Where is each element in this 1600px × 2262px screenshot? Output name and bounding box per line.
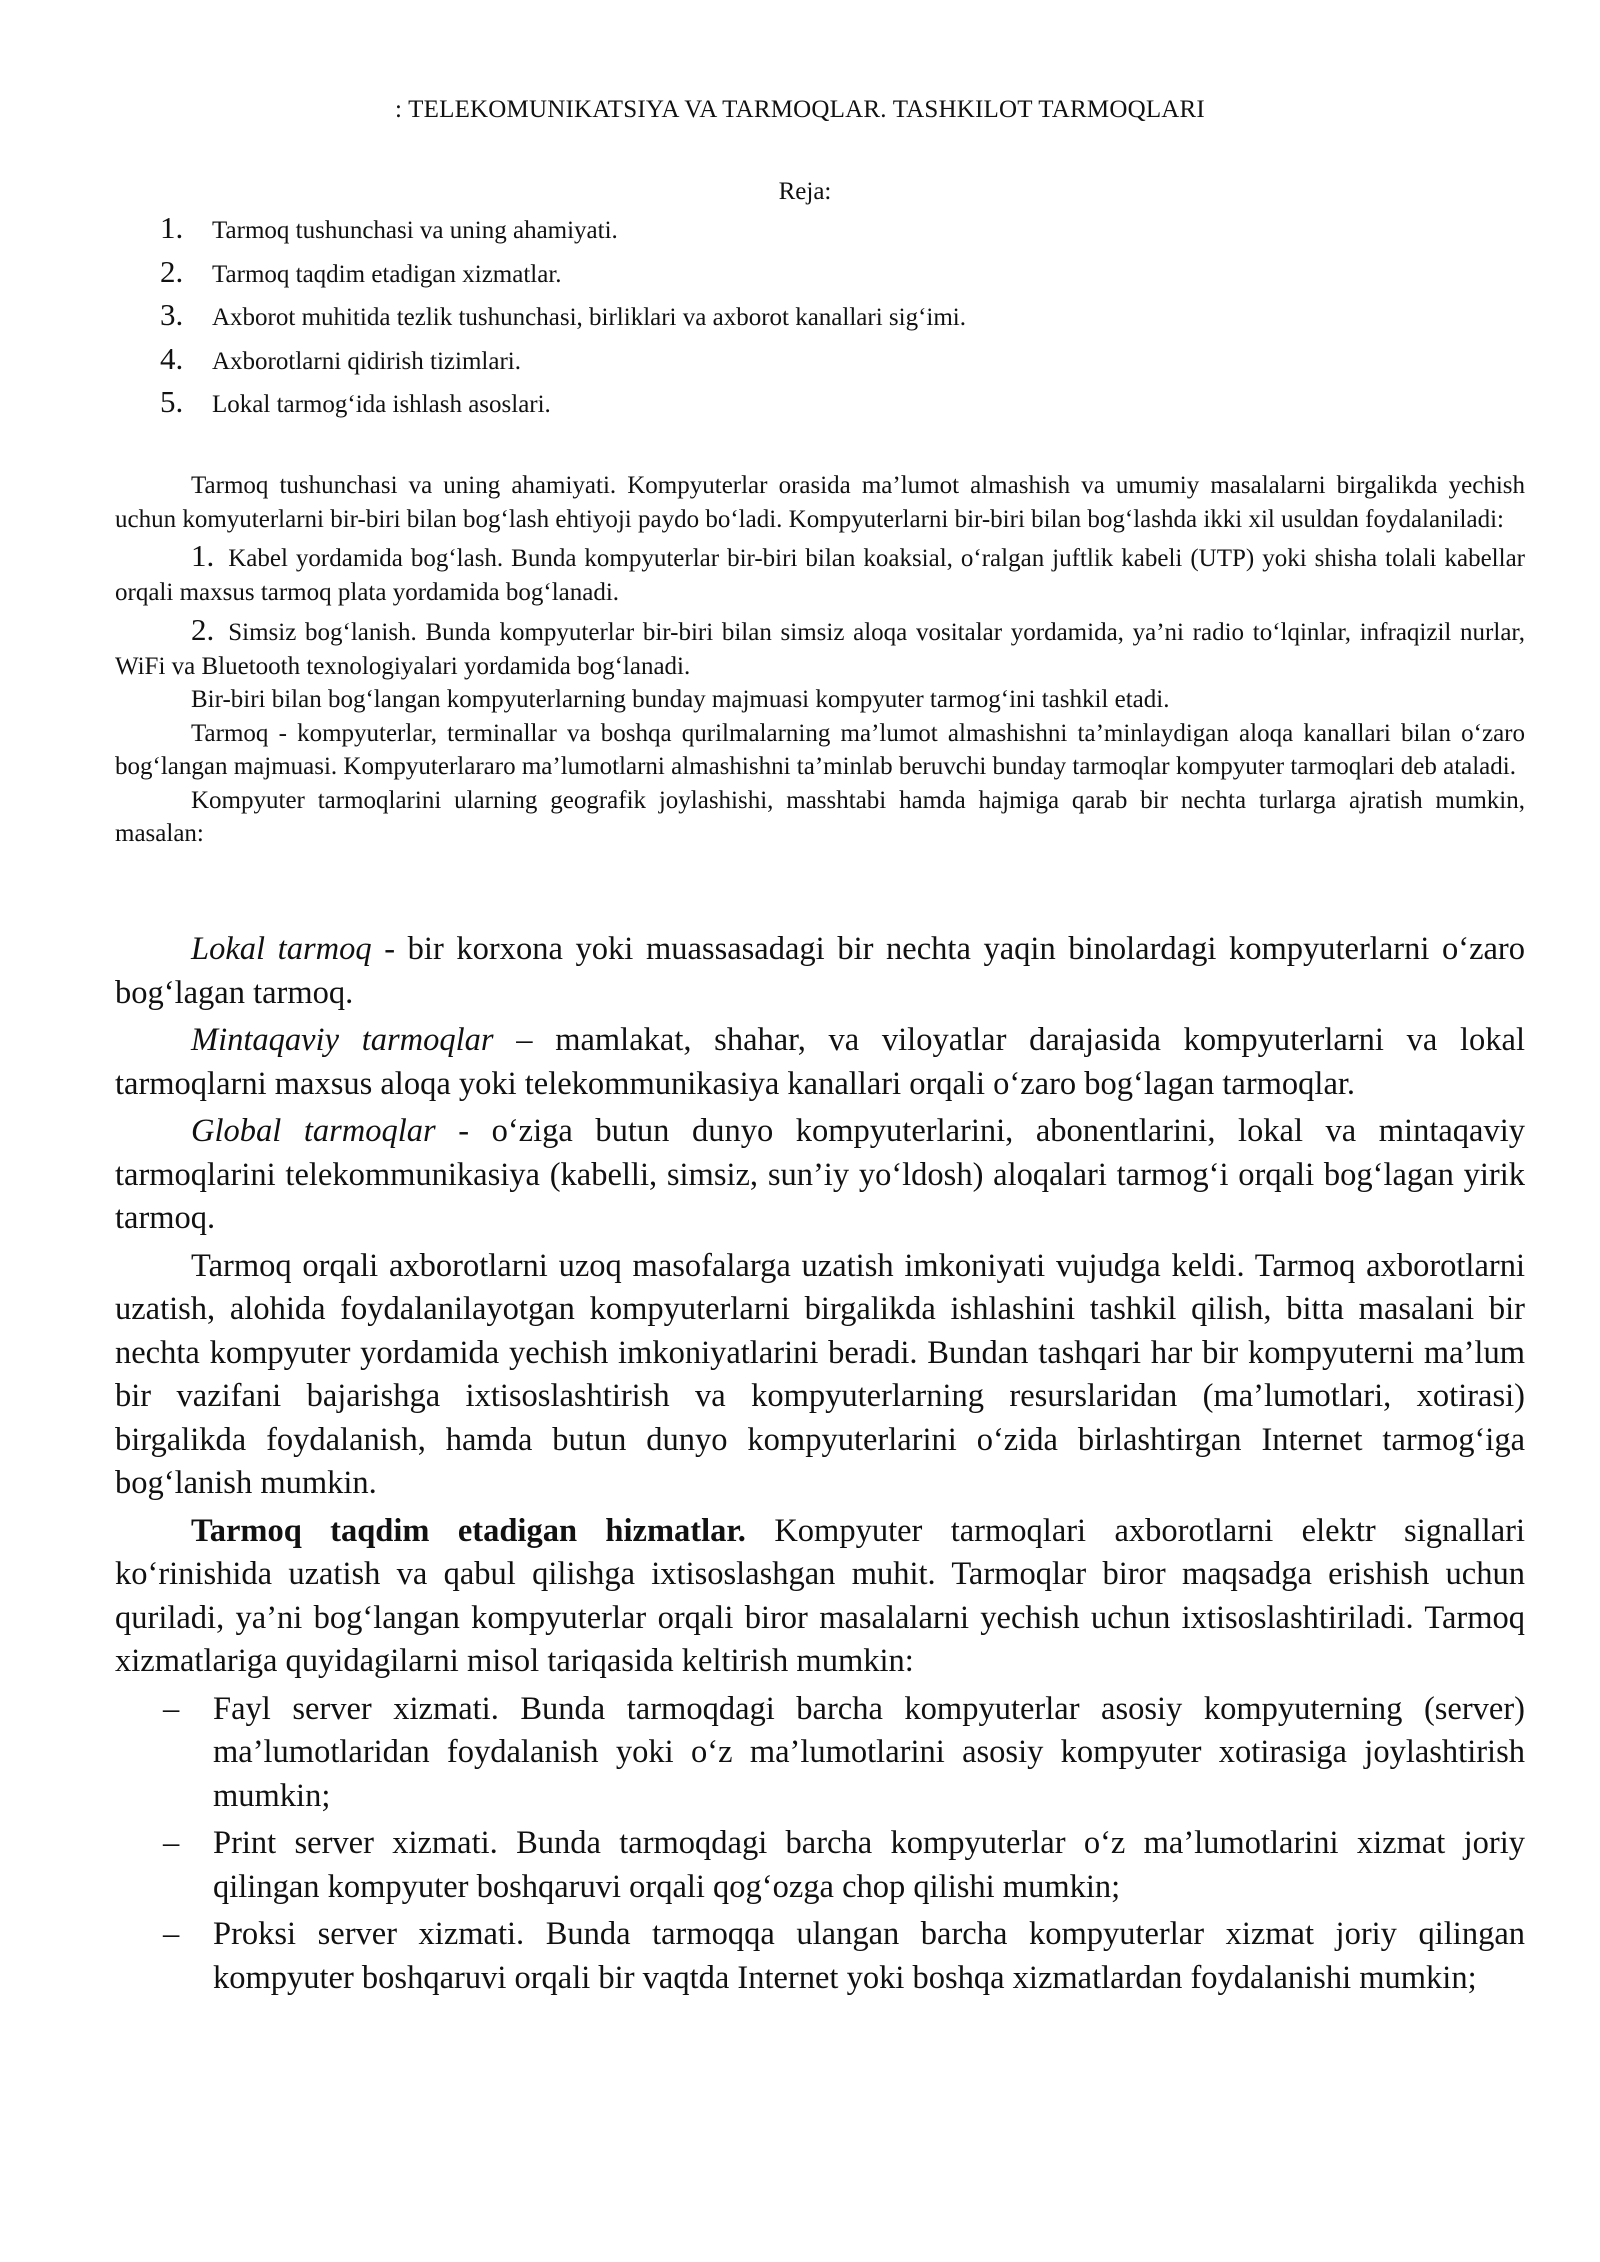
services-intro: Kompyuter tarmoqlari axborotlarni elektr signallari ko‘rinishida uzatish va qabul qilishga ixtisoslashgan muhit. Tarmoqlar biror maqsadga erishish uchun quriladi, ya’ni bog‘langan kompyuterlar orqali biror masalalarni yechish uchun ixtisoslashtiriladi. Tarmoq xizmatlariga quyidagilarni misol tariqasida keltirish mumkin: [115, 1512, 1525, 1679]
plan-item [160, 210, 1460, 254]
term-global: Global tarmoqlar [191, 1113, 436, 1149]
plan-heading: Reja: [778, 178, 832, 205]
plan-item-number: 4. [160, 340, 184, 376]
body-paragraph: Tarmoq orqali axborotlarni uzoq masofalarga uzatish imkoniyati vujudga keldi. Tarmoq axborotlarni uzatish, alohida foydalanilayotgan kompyuterlarni birgalikda ishlashini tashkil qilish, bitta masalani bir nechta kompyuter yordamida yechish imkoniyatlarini beradi. Bundan tashqari har bir kompyuterni ma’lum bir vazifani bajarishga ixtisoslashtirish va kompyuterlarning resurslaridan (ma’lumotlari, xotirasi) birgalikda foydalanish, hamda butun dunyo kompyuterlarini o‘zida birlashtirgan Internet tarmog‘iga bog‘lanish mumkin. [115, 1247, 1525, 1501]
plan-item-text: Tarmoq taqdim etadigan xizmatlar. [212, 260, 562, 288]
method-item [115, 539, 1525, 609]
dash-bullet: – [163, 1825, 180, 1861]
method-number: 1. [191, 538, 215, 573]
plan-list [160, 210, 1460, 428]
term-lokal: Lokal tarmoq [191, 931, 372, 967]
plan-item [160, 297, 1460, 341]
body-paragraph: Kompyuter tarmoqlarini ularning geografik joylashishi, masshtabi hamda hajmiga qarab bir nechta turlarga ajratish mumkin, masalan: [115, 786, 1525, 847]
service-item [115, 1913, 1525, 2000]
term-mintaqaviy: Mintaqaviy tarmoqlar [191, 1022, 494, 1058]
network-type-paragraph [115, 1110, 1525, 1241]
network-type-paragraph [115, 928, 1525, 1015]
plan-item-text: Tarmoq tushunchasi va uning ahamiyati. [212, 217, 618, 244]
method-text: Simsiz bog‘lanish. Bunda kompyuterlar bir-biri bilan simsiz aloqa vositalar yordamida, ya’ni radio to‘lqinlar, infraqizil nurlar, WiFi va Bluetooth texnologiyalari yordamida bog‘lanadi. [115, 619, 1525, 680]
plan-item [160, 341, 1460, 385]
body-paragraph: Bir-biri bilan bog‘langan kompyuterlarning bunday majmuasi kompyuter tarmog‘ini tashkil etadi. [191, 686, 1170, 713]
services-heading: Tarmoq taqdim etadigan hizmatlar. [191, 1512, 746, 1549]
dash-bullet: – [163, 1916, 180, 1952]
service-item [115, 1688, 1525, 1819]
intro-paragraph: Tarmoq tushunchasi va uning ahamiyati. Kompyuterlar orasida ma’lumot almashish va umumiy masalalarni birgalikda yechish uchun komyuterlarni bir-biri bilan bog‘lash ehtiyoji paydo bo‘ladi. Kompyuterlarni bir-biri bilan bog‘lashda ikki xil usuldan foydalaniladi: [115, 472, 1525, 533]
plan-item [160, 254, 1460, 298]
definition-text: - o‘ziga butun dunyo kompyuterlarini, abonentlarini, lokal va mintaqaviy tarmoqlarini telekommunikasiya (kabelli, simsiz, sun’iy yo‘ldosh) aloqalari tarmog‘i orqali bog‘lagan yirik tarmoq. [115, 1113, 1525, 1236]
body-paragraph: Tarmoq - kompyuterlar, terminallar va boshqa qurilmalarning ma’lumot almashishni ta’minlaydigan aloqa kanallari bilan o‘zaro bog‘langan majmuasi. Kompyuterlararo ma’lumotlarni almashishni ta’minlab beruvchi bunday tarmoqlar kompyuter tarmoqlari deb ataladi. [115, 719, 1525, 780]
definition-text: – mamlakat, shahar, va viloyatlar darajasida kompyuterlarni va lokal tarmoqlarni maxsus aloqa yoki telekommunikasiya kanallari orqali o‘zaro bog‘lagan tarmoqlar. [115, 1022, 1525, 1102]
service-text: Proksi server xizmati. Bunda tarmoqqa ulangan barcha kompyuterlar xizmat joriy qilingan kompyuter boshqaruvi orqali bir vaqtda Internet yoki boshqa xizmatlardan foydalanishi mumkin; [213, 1916, 1525, 1996]
plan-item-number: 3. [160, 297, 184, 332]
document-title: : TELEKOMUNIKATSIYA VA TARMOQLAR. TASHKILOT TARMOQLARI [395, 96, 1205, 123]
plan-item-number: 1. [160, 210, 184, 245]
service-text: Fayl server xizmati. Bunda tarmoqdagi barcha kompyuterlar asosiy kompyuterning (server) ma’lumotlaridan foydalanish yoki o‘z ma’lumotlarini asosiy kompyuter xotirasiga joylashtirish mumkin; [213, 1690, 1525, 1814]
services-paragraph [115, 1510, 1525, 1684]
plan-item-number: 2. [160, 253, 184, 289]
method-item [115, 613, 1525, 683]
services-list [115, 1688, 1525, 2001]
service-text: Print server xizmati. Bunda tarmoqdagi barcha kompyuterlar o‘z ma’lumotlarini xizmat joriy qilingan kompyuter boshqaruvi orqali qog‘ozga chop qilishi mumkin; [213, 1825, 1525, 1905]
method-text: Kabel yordamida bog‘lash. Bunda kompyuterlar bir-biri bilan koaksial, o‘ralgan juftlik kabeli (UTP) yoki shisha tolali kabellar orqali maxsus tarmoq plata yordamida bog‘lanadi. [115, 545, 1525, 606]
service-item [115, 1822, 1525, 1909]
large-text-section [115, 928, 1525, 2000]
plan-item-number: 5. [160, 384, 184, 419]
definition-text: - bir korxona yoki muassasadagi bir nechta yaqin binolardagi kompyuterlarni o‘zaro bog‘lagan tarmoq. [115, 931, 1525, 1011]
plan-item-text: Lokal tarmog‘ida ishlash asoslari. [212, 391, 551, 418]
plan-item [160, 384, 1460, 428]
network-type-paragraph [115, 1019, 1525, 1106]
plan-item-text: Axborotlarni qidirish tizimlari. [212, 347, 521, 375]
dash-bullet: – [163, 1690, 180, 1727]
method-number: 2. [191, 612, 215, 647]
small-text-section [115, 469, 1525, 851]
plan-item-text: Axborot muhitida tezlik tushunchasi, birliklari va axborot kanallari sig‘imi. [212, 304, 967, 331]
